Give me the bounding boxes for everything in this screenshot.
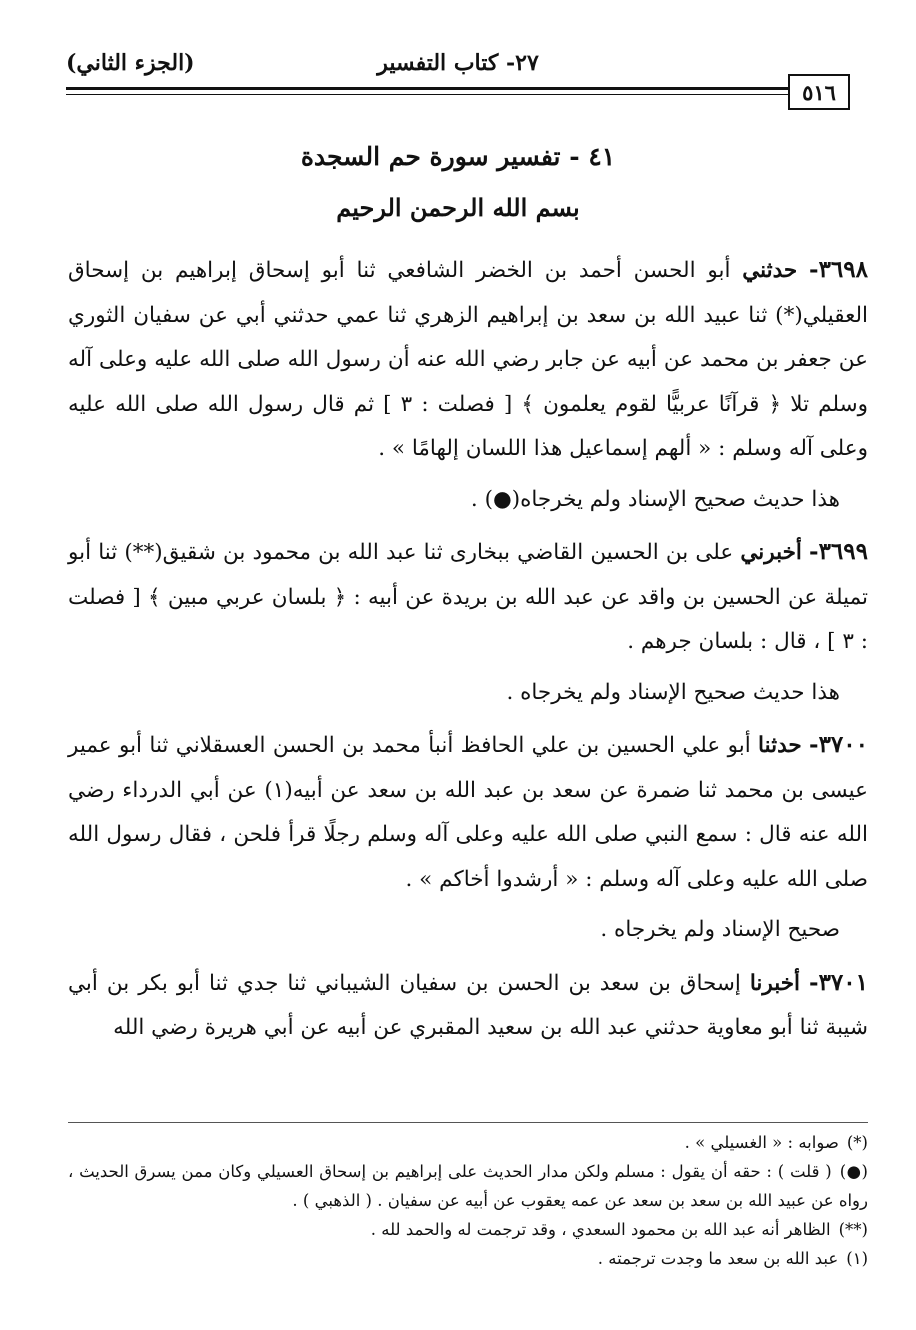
header-rule-thin xyxy=(66,94,788,95)
hadith-lead: أخبرني xyxy=(740,540,802,565)
footnote-mark: (**) xyxy=(838,1220,868,1239)
book-chapter-title: ٢٧- كتاب التفسير xyxy=(377,50,539,76)
hadith-lead: حدثنا xyxy=(758,733,802,758)
hadith-verdict: هذا حديث صحيح الإسناد ولم يخرجاه . xyxy=(506,679,840,705)
main-text xyxy=(68,248,868,1051)
footnote-mark: (*) xyxy=(846,1133,868,1152)
footnote-text: ( قلت ) : حقه أن يقول : مسلم ولكن مدار الحديث على إبراهيم بن إسحاق العسيلي وكان ممن يسرق الحديث ، رواه عن عبيد الله بن سعد بن سعد عن عمه يعقوب عن أبيه عن سفيان . ( الذهبي ) . xyxy=(68,1162,868,1210)
running-header xyxy=(66,44,850,105)
footnote xyxy=(68,1157,868,1215)
hadith-text: أبو علي الحسين بن علي الحافظ أنبأ محمد بن الحسن العسقلاني ثنا أبو عمير عيسى بن محمد ثنا ضمرة عن سعد بن عبد الله بن سعد عن أبيه(١) عن أبي الدرداء رضي الله عنه قال : سمع النبي صلى الله عليه وعلى آله وسلم رجلًا قرأ فلحن ، فقال رسول الله صلى الله عليه وعلى آله وسلم : « أرشدوا أخاكم » . xyxy=(68,733,868,892)
footnote-divider xyxy=(68,1122,868,1123)
basmala: بسم الله الرحمن الرحيم xyxy=(336,193,580,222)
footnote-mark: (●) xyxy=(839,1162,868,1181)
volume-label: (الجزء الثاني) xyxy=(66,50,195,76)
footnote-text: الظاهر أنه عبد الله بن محمود السعدي ، وقد ترجمت له والحمد لله . xyxy=(370,1220,831,1239)
header-rule xyxy=(66,87,788,90)
hadith-entry xyxy=(68,530,868,665)
footnote-text: عبد الله بن سعد ما وجدت ترجمته . xyxy=(597,1249,839,1268)
footnotes xyxy=(68,1128,868,1273)
footnote xyxy=(68,1244,868,1273)
hadith-number: ٣٦٩٨- xyxy=(809,256,868,283)
footnote-mark: (١) xyxy=(846,1249,868,1268)
hadith-text: على بن الحسين القاضي ببخارى ثنا عبد الله بن محمود بن شقيق(**) ثنا أبو تميلة عن الحسين بن واقد عن عبد الله بن بريدة عن أبيه : ﴿ بلسان عربي مبين ﴾ [ فصلت : ٣ ] ، قال : بلسان جرهم . xyxy=(68,540,868,654)
hadith-number: ٣٧٠٠- xyxy=(809,731,868,758)
hadith-text: إسحاق بن سعد بن الحسن بن سفيان الشيباني ثنا جدي ثنا أبو بكر بن أبي شيبة ثنا أبو معاوية حدثني عبد الله بن سعيد المقبري عن أبيه عن أبي هريرة رضي الله xyxy=(68,970,868,1040)
hadith-number: ٣٦٩٩- xyxy=(809,538,868,565)
footnote-text: صوابه : « الغسيلي » . xyxy=(684,1133,839,1152)
hadith-verdict: صحيح الإسناد ولم يخرجاه . xyxy=(600,917,840,942)
hadith-text: أبو الحسن أحمد بن الخضر الشافعي ثنا أبو إسحاق إبراهيم بن إسحاق العقيلي(*) ثنا عبيد الله بن سعد بن إبراهيم الزهري ثنا عمي حدثني أبي عن سفيان الثوري عن جعفر بن محمد عن أبيه عن جابر رضي الله عنه أن رسول الله صلى الله عليه وعلى آله وسلم تلا ﴿ قرآنًا عربيًّا لقوم يعلمون ﴾ [ فصلت : ٣ ] ثم قال رسول الله صلى الله عليه وعلى آله وسلم : « ألهم إسماعيل هذا اللسان إلهامًا » . xyxy=(68,258,868,461)
page-number: ٥١٦ xyxy=(788,74,850,110)
section-title: ٤١ - تفسير سورة حم السجدة xyxy=(300,142,616,171)
hadith-entry xyxy=(68,961,868,1051)
footnote xyxy=(68,1215,868,1244)
hadith-entry xyxy=(68,723,868,902)
hadith-number: ٣٧٠١- xyxy=(809,968,868,996)
hadith-lead: أخبرنا xyxy=(749,970,801,996)
footnote xyxy=(68,1128,868,1157)
hadith-lead: حدثني xyxy=(742,258,798,283)
hadith-entry xyxy=(68,248,868,472)
hadith-verdict: هذا حديث صحيح الإسناد ولم يخرجاه(●) . xyxy=(470,486,840,512)
